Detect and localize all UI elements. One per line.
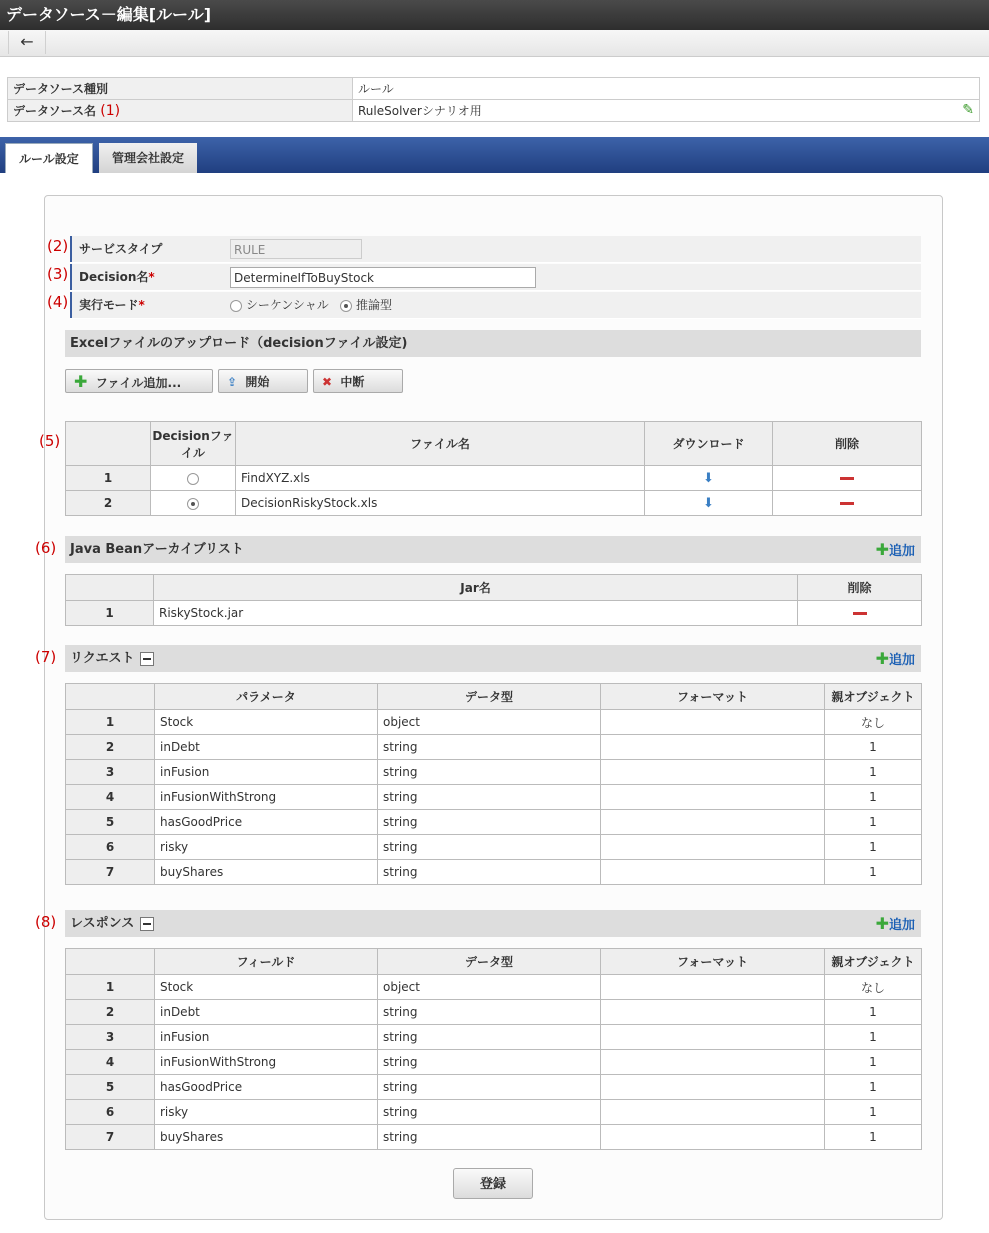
col-header-format: フォーマット bbox=[601, 949, 825, 975]
response-section-header bbox=[65, 910, 921, 937]
file-name: FindXYZ.xls bbox=[236, 466, 645, 491]
datasource-type-value: ルール bbox=[353, 78, 980, 100]
name: inFusionWithStrong bbox=[155, 785, 378, 810]
jar-add-link[interactable] bbox=[876, 536, 915, 565]
stop-upload-button[interactable] bbox=[313, 369, 403, 393]
collapse-icon[interactable] bbox=[140, 652, 154, 666]
mode-sequential-radio[interactable] bbox=[230, 300, 242, 312]
parent-object: 1 bbox=[825, 1125, 922, 1150]
table-row bbox=[66, 491, 922, 516]
mode-label-text: 実行モード bbox=[79, 298, 139, 312]
marker-3: (3) bbox=[47, 265, 69, 283]
name: inDebt bbox=[155, 1000, 378, 1025]
col-header-download: ダウンロード bbox=[645, 422, 773, 466]
table-row bbox=[66, 975, 922, 1000]
parent-object: 1 bbox=[825, 1075, 922, 1100]
row-number: 6 bbox=[66, 835, 155, 860]
format bbox=[601, 860, 825, 885]
col-header-file-name: ファイル名 bbox=[236, 422, 645, 466]
table-row bbox=[66, 835, 922, 860]
decision-files-table bbox=[65, 421, 922, 516]
datasource-info-table bbox=[7, 77, 980, 122]
plus-icon: ✚ bbox=[74, 372, 88, 391]
plus-icon: ✚ bbox=[875, 649, 889, 668]
toolbar bbox=[0, 30, 989, 57]
format bbox=[601, 710, 825, 735]
col-header-format: フォーマット bbox=[601, 684, 825, 710]
name: Stock bbox=[155, 975, 378, 1000]
row-number: 3 bbox=[66, 760, 155, 785]
mode-row bbox=[70, 292, 921, 319]
table-row bbox=[66, 1100, 922, 1125]
plus-icon: ✚ bbox=[875, 540, 889, 559]
table-row bbox=[66, 760, 922, 785]
name: Stock bbox=[155, 710, 378, 735]
parent-object: 1 bbox=[825, 760, 922, 785]
download-icon[interactable]: ⬇ bbox=[703, 470, 714, 486]
table-row bbox=[66, 1125, 922, 1150]
row-number: 1 bbox=[66, 710, 155, 735]
format bbox=[601, 785, 825, 810]
parent-object: 1 bbox=[825, 735, 922, 760]
row-number: 2 bbox=[66, 491, 151, 516]
request-add-link[interactable] bbox=[876, 645, 915, 674]
file-name: DecisionRiskyStock.xls bbox=[236, 491, 645, 516]
table-row bbox=[66, 1075, 922, 1100]
delete-icon[interactable] bbox=[840, 502, 854, 505]
format bbox=[601, 1075, 825, 1100]
back-button[interactable] bbox=[8, 31, 46, 54]
format bbox=[601, 1025, 825, 1050]
datasource-name-label bbox=[8, 100, 353, 122]
row-number: 1 bbox=[66, 975, 155, 1000]
data-type: string bbox=[378, 1000, 601, 1025]
required-mark: * bbox=[148, 270, 155, 284]
table-row bbox=[66, 860, 922, 885]
decision-label bbox=[70, 264, 155, 290]
format bbox=[601, 1100, 825, 1125]
start-label: 開始 bbox=[245, 375, 270, 389]
parent-object: 1 bbox=[825, 1000, 922, 1025]
col-header bbox=[66, 949, 155, 975]
col-header-delete: 削除 bbox=[798, 575, 922, 601]
marker-5: (5) bbox=[39, 432, 61, 450]
request-section-header bbox=[65, 645, 921, 672]
add-file-label: ファイル追加... bbox=[95, 376, 182, 390]
col-header-parent-object: 親オブジェクト bbox=[825, 684, 922, 710]
name: hasGoodPrice bbox=[155, 1075, 378, 1100]
name: inFusionWithStrong bbox=[155, 1050, 378, 1075]
table-row bbox=[66, 1025, 922, 1050]
stop-label: 中断 bbox=[340, 375, 365, 389]
datasource-name-text: RuleSolverシナリオ用 bbox=[358, 104, 482, 118]
upload-section-header: Excelファイルのアップロード（decisionファイル設定) bbox=[65, 330, 921, 357]
format bbox=[601, 1000, 825, 1025]
table-row bbox=[66, 466, 922, 491]
cancel-x-icon: ✖ bbox=[322, 375, 333, 389]
jar-section-header bbox=[65, 536, 921, 563]
pencil-icon[interactable]: ✎ bbox=[962, 102, 974, 118]
format bbox=[601, 975, 825, 1000]
service-type-row bbox=[70, 236, 921, 263]
format bbox=[601, 760, 825, 785]
col-header bbox=[66, 575, 154, 601]
window-title: データソース－編集[ルール] bbox=[0, 0, 989, 30]
download-icon[interactable]: ⬇ bbox=[703, 495, 714, 511]
data-type: string bbox=[378, 1075, 601, 1100]
datasource-name-label-text: データソース名 bbox=[13, 104, 97, 118]
register-button[interactable]: 登録 bbox=[453, 1168, 533, 1199]
required-mark: * bbox=[138, 298, 145, 312]
table-row bbox=[66, 785, 922, 810]
col-header-parent-object: 親オブジェクト bbox=[825, 949, 922, 975]
col-header-parameter: パラメータ bbox=[155, 684, 378, 710]
col-header bbox=[66, 422, 151, 466]
data-type: object bbox=[378, 975, 601, 1000]
start-upload-button[interactable] bbox=[218, 369, 308, 393]
name: inFusion bbox=[155, 760, 378, 785]
data-type: string bbox=[378, 785, 601, 810]
parent-object: 1 bbox=[825, 1100, 922, 1125]
decision-name-input[interactable]: DetermineIfToBuyStock bbox=[230, 267, 536, 288]
row-number: 7 bbox=[66, 860, 155, 885]
name: inFusion bbox=[155, 1025, 378, 1050]
jar-name: RiskyStock.jar bbox=[154, 601, 798, 626]
response-add-link[interactable] bbox=[876, 910, 915, 939]
data-type: string bbox=[378, 1050, 601, 1075]
marker-1: (1) bbox=[100, 103, 121, 119]
data-type: string bbox=[378, 1100, 601, 1125]
name: inDebt bbox=[155, 735, 378, 760]
format bbox=[601, 735, 825, 760]
decision-file-radio[interactable] bbox=[187, 498, 199, 510]
parent-object: 1 bbox=[825, 810, 922, 835]
add-file-button[interactable] bbox=[65, 369, 213, 393]
collapse-icon[interactable] bbox=[140, 917, 154, 931]
data-type: string bbox=[378, 810, 601, 835]
service-type-label: サービスタイプ bbox=[70, 236, 162, 262]
name: risky bbox=[155, 835, 378, 860]
data-type: string bbox=[378, 735, 601, 760]
mode-inference-radio[interactable] bbox=[340, 300, 352, 312]
response-table bbox=[65, 948, 922, 1150]
mode-sequential-label: シーケンシャル bbox=[245, 298, 329, 312]
table-row bbox=[66, 601, 922, 626]
parent-object: なし bbox=[825, 710, 922, 735]
data-type: string bbox=[378, 760, 601, 785]
data-type: string bbox=[378, 1025, 601, 1050]
parent-object: なし bbox=[825, 975, 922, 1000]
delete-icon[interactable] bbox=[853, 612, 867, 615]
row-number: 6 bbox=[66, 1100, 155, 1125]
name: risky bbox=[155, 1100, 378, 1125]
tab-bar bbox=[0, 137, 989, 173]
row-number: 2 bbox=[66, 735, 155, 760]
response-add-label: 追加 bbox=[888, 918, 915, 933]
format bbox=[601, 835, 825, 860]
tab-management-company[interactable]: 管理会社設定 bbox=[99, 143, 197, 173]
upload-icon: ⇪ bbox=[227, 375, 238, 389]
table-row bbox=[66, 1050, 922, 1075]
service-type-field: RULE bbox=[230, 239, 362, 259]
data-type: object bbox=[378, 710, 601, 735]
col-header-decision-file: Decisionファイル bbox=[151, 422, 236, 466]
table-row bbox=[66, 1000, 922, 1025]
format bbox=[601, 1125, 825, 1150]
plus-icon: ✚ bbox=[875, 914, 889, 933]
marker-2: (2) bbox=[47, 237, 69, 255]
parent-object: 1 bbox=[825, 1050, 922, 1075]
jar-section-title: Java Beanアーカイブリスト bbox=[70, 542, 244, 557]
decision-row bbox=[70, 264, 921, 291]
data-type: string bbox=[378, 1125, 601, 1150]
decision-file-radio[interactable] bbox=[187, 473, 199, 485]
marker-7: (7) bbox=[35, 648, 57, 666]
back-arrow-icon: ← bbox=[20, 32, 34, 51]
row-number: 4 bbox=[66, 1050, 155, 1075]
parent-object: 1 bbox=[825, 1025, 922, 1050]
col-header-data-type: データ型 bbox=[378, 949, 601, 975]
jar-add-label: 追加 bbox=[888, 544, 915, 559]
table-row bbox=[66, 735, 922, 760]
col-header bbox=[66, 684, 155, 710]
marker-8: (8) bbox=[35, 913, 57, 931]
jar-table bbox=[65, 574, 922, 626]
parent-object: 1 bbox=[825, 835, 922, 860]
format bbox=[601, 1050, 825, 1075]
table-row bbox=[66, 810, 922, 835]
delete-icon[interactable] bbox=[840, 477, 854, 480]
datasource-type-label: データソース種別 bbox=[8, 78, 353, 100]
row-number: 5 bbox=[66, 1075, 155, 1100]
request-add-label: 追加 bbox=[888, 653, 915, 668]
col-header-data-type: データ型 bbox=[378, 684, 601, 710]
parent-object: 1 bbox=[825, 860, 922, 885]
row-number: 1 bbox=[66, 466, 151, 491]
marker-4: (4) bbox=[47, 293, 69, 311]
mode-inference-label: 推論型 bbox=[355, 298, 392, 312]
mode-options bbox=[230, 292, 392, 318]
response-section-title: レスポンス bbox=[70, 916, 135, 931]
marker-6: (6) bbox=[35, 539, 57, 557]
row-number: 7 bbox=[66, 1125, 155, 1150]
request-section-title: リクエスト bbox=[70, 651, 135, 666]
row-number: 2 bbox=[66, 1000, 155, 1025]
decision-label-text: Decision名 bbox=[79, 270, 149, 284]
mode-label bbox=[70, 292, 145, 318]
name: buyShares bbox=[155, 860, 378, 885]
col-header-field: フィールド bbox=[155, 949, 378, 975]
table-row bbox=[66, 710, 922, 735]
request-table bbox=[65, 683, 922, 885]
row-number: 3 bbox=[66, 1025, 155, 1050]
datasource-name-value bbox=[353, 100, 980, 122]
tab-rule-settings[interactable]: ルール設定 bbox=[5, 143, 93, 173]
col-header-jar-name: Jar名 bbox=[154, 575, 798, 601]
col-header-delete: 削除 bbox=[773, 422, 922, 466]
row-number: 1 bbox=[66, 601, 154, 626]
row-number: 5 bbox=[66, 810, 155, 835]
parent-object: 1 bbox=[825, 785, 922, 810]
data-type: string bbox=[378, 835, 601, 860]
name: hasGoodPrice bbox=[155, 810, 378, 835]
name: buyShares bbox=[155, 1125, 378, 1150]
data-type: string bbox=[378, 860, 601, 885]
row-number: 4 bbox=[66, 785, 155, 810]
format bbox=[601, 810, 825, 835]
